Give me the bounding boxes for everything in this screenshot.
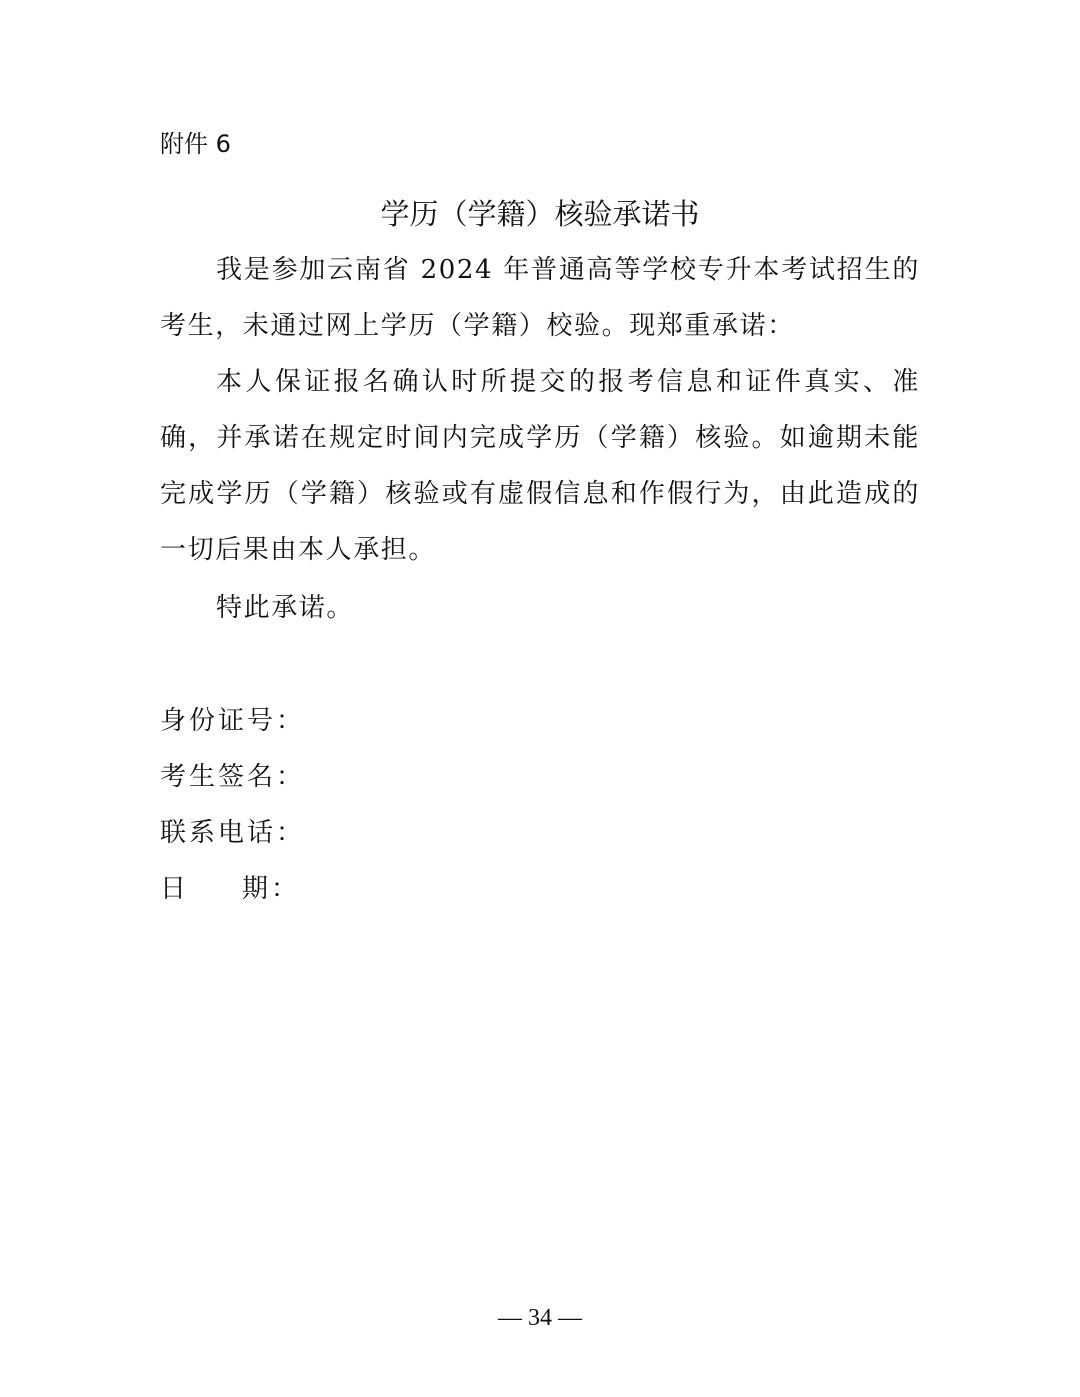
phone-label: 联系电话：	[160, 818, 306, 848]
id-number-label: 身份证号：	[160, 706, 306, 736]
attachment-label: 附件 6	[160, 130, 231, 158]
document-title: 学历（学籍）核验承诺书	[380, 197, 700, 231]
date-label	[160, 869, 301, 909]
date-label-char2: 期：	[242, 874, 301, 904]
page-number: — 34 —	[498, 1305, 582, 1331]
signature-field	[160, 757, 305, 797]
paragraph-closing: 特此承诺。	[216, 593, 355, 623]
date-field	[160, 869, 301, 921]
signature-label: 考生签名：	[160, 762, 306, 792]
id-number-field	[160, 701, 305, 741]
phone-field	[160, 813, 305, 853]
date-label-char1: 日	[160, 874, 190, 904]
paragraph-pledge: 本人保证报名确认时所提交的报考信息和证件真实、准确，并承诺在规定时间内完成学历（学籍）核验。如逾期未能完成学历（学籍）核验或有虚假信息和作假行为，由此造成的一切后果由本人承担。	[160, 367, 920, 565]
paragraph-intro: 我是参加云南省 2024 年普通高等学校专升本考试招生的考生，未通过网上学历（学籍）校验。现郑重承诺：	[160, 255, 920, 341]
